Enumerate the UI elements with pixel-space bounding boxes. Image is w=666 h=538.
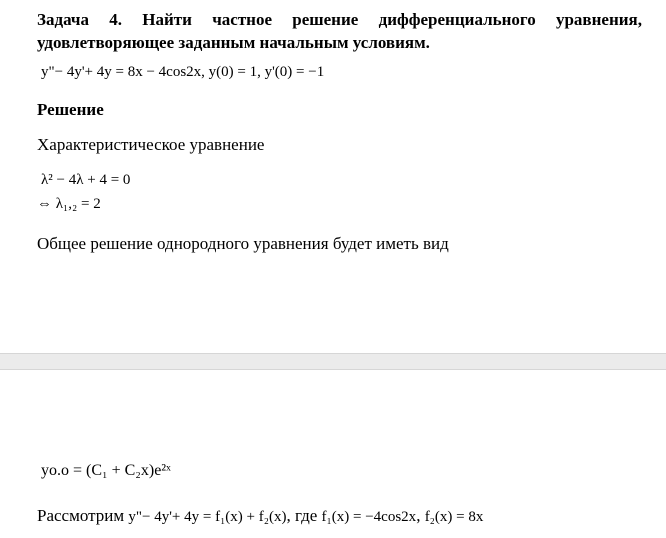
page-break-separator [0,353,666,370]
general-solution-formula: yо.о = (C₁ + C₂x)e²ˣ [41,462,171,479]
consider-line: Рассмотрим y"− 4y'+ 4y = f₁(x) + f₂(x), где f₁(x) = −4cos2x, f₂(x) = 8x [37,506,484,525]
f2-definition: f₂(x) = 8x [424,509,484,525]
task-statement: Задача 4. Найти частное решение дифференциального уравнения, удовлетворяющее заданным начальным условиям. [37,10,642,52]
characteristic-label: Характеристическое уравнение [37,135,265,154]
consider-prefix: Рассмотрим [37,506,125,525]
characteristic-equation: λ² − 4λ + 4 = 0 [41,172,131,188]
consider-equation: y"− 4y'+ 4y = f₁(x) + f₂(x) [128,509,287,525]
f1-definition: f₁(x) = −4cos2x [321,509,417,525]
general-solution-label: Общее решение однородного уравнения будет иметь вид [37,234,449,253]
consider-where: , где [286,506,318,525]
roots-equation: ⇔ λ₁,₂ = 2 [37,196,101,212]
task-equation: y"− 4y'+ 4y = 8x − 4cos2x, y(0) = 1, y'(0) = −1 [41,64,325,80]
solution-heading: Решение [37,100,104,119]
